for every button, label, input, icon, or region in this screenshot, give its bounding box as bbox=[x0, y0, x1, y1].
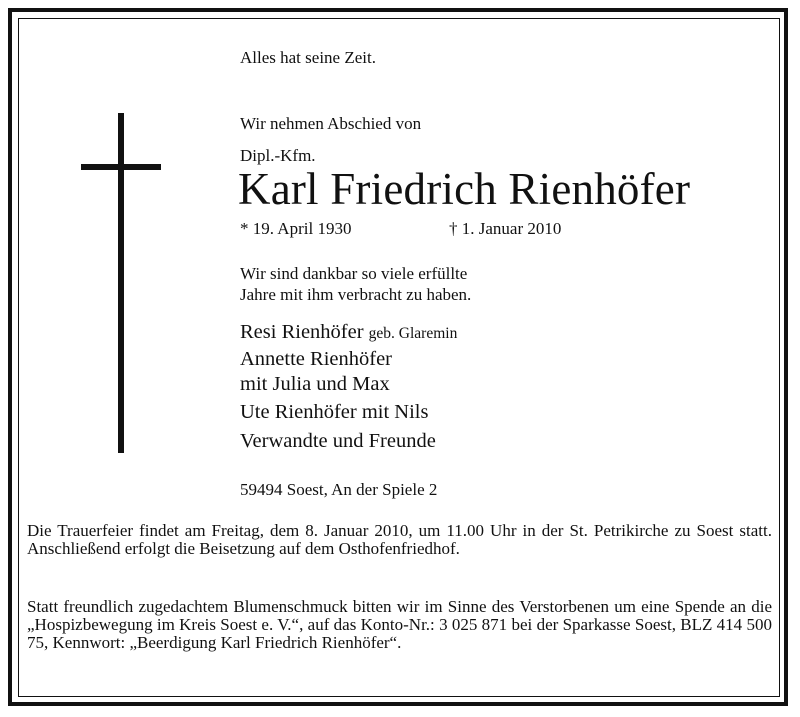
birth-date: * 19. April 1930 bbox=[240, 219, 352, 238]
address: 59494 Soest, An der Spiele 2 bbox=[240, 480, 438, 499]
motto: Alles hat seine Zeit. bbox=[240, 48, 376, 67]
mourner-ute: Ute Rienhöfer mit Nils bbox=[240, 401, 429, 423]
mourner-resi-note: geb. Glaremin bbox=[368, 325, 458, 342]
mourner-annette: Annette Rienhöfer bbox=[240, 348, 392, 370]
academic-title: Dipl.-Kfm. bbox=[240, 146, 316, 165]
mourner-relatives: Verwandte und Freunde bbox=[240, 430, 436, 452]
mourner-resi bbox=[240, 321, 457, 345]
gratitude-line-1: Wir sind dankbar so viele erfüllte bbox=[240, 264, 468, 283]
mourner-annette-children: mit Julia und Max bbox=[240, 373, 390, 395]
donation-paragraph: Statt freundlich zugedachtem Blumenschmuck bitten wir im Sinne des Verstorbenen um eine Spende an die „Hospizbewegung im Kreis Soest e. V.“, auf das Konto-Nr.: 3 025 871 bei der Sparkasse Soest, BLZ 414 500 75, Kennwort: „Beerdigung Karl Friedrich Rienhöfer“. bbox=[27, 597, 772, 652]
mourner-resi-name: Resi Rienhöfer bbox=[240, 321, 364, 343]
cross-horizontal-bar bbox=[81, 164, 161, 170]
gratitude-text bbox=[240, 263, 471, 305]
intro-line: Wir nehmen Abschied von bbox=[240, 114, 422, 133]
gratitude-line-2: Jahre mit ihm verbracht zu haben. bbox=[240, 285, 472, 304]
deceased-name: Karl Friedrich Rienhöfer bbox=[238, 164, 691, 214]
funeral-paragraph: Die Trauerfeier findet am Freitag, dem 8. Januar 2010, um 11.00 Uhr in der St. Petrikirche zu Soest statt. Anschließend erfolgt die Beisetzung auf dem Osthofenfriedhof. bbox=[27, 521, 772, 558]
death-date: † 1. Januar 2010 bbox=[449, 219, 562, 238]
